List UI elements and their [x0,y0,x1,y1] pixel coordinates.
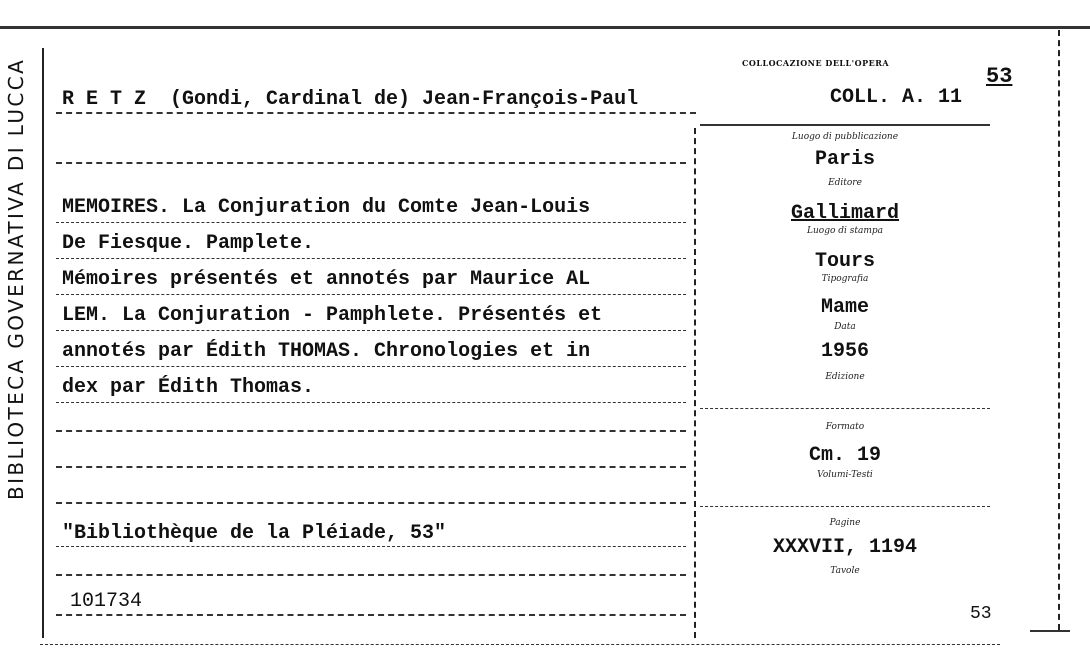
left-rule [42,48,44,638]
field-divider [700,506,990,507]
description-line-6: dex par Édith Thomas. [62,376,315,399]
field-label-edizione: Edizione [825,372,865,382]
field-label-volumi: Volumi-Testi [817,470,873,480]
field-value-data: 1956 [820,340,869,363]
field-label-luogo: Luogo di pubblicazione [791,132,899,142]
ruled-line [56,162,686,164]
ruled-line [56,466,686,468]
author-underline [56,112,696,114]
field-label-data: Data [834,322,856,332]
corner-mark: 53 [970,604,992,624]
top-border [0,26,1090,29]
field-value-editore: Gallimard [790,202,900,225]
field-value-luogo-stampa: Tours [814,250,875,273]
field-label-formato: Formato [825,422,865,432]
ruled-line [56,402,686,403]
field-label-tipografia: Tipografia [821,274,869,284]
description-line-3: Mémoires présentés et annotés par Maurice AL [62,268,591,291]
field-value-tipografia: Mame [820,296,869,319]
description-line-1: MEMOIRES. La Conjuration du Comte Jean-Louis [62,196,591,219]
author-heading: R E T Z (Gondi, Cardinal de) Jean-François-Paul [62,88,639,111]
ruled-line [56,546,686,547]
ruled-line [56,330,686,331]
field-label-tavole: Tavole [830,566,860,576]
series-statement: "Bibliothèque de la Pléiade, 53" [62,522,447,545]
field-label-pagine: Pagine [829,518,861,528]
description-line-5: annotés par Édith THOMAS. Chronologies et in [62,340,591,363]
collocation-value: COLL. A. 11 [830,86,963,109]
column-top-rule [700,124,990,126]
field-value-luogo: Paris [814,148,875,171]
ruled-line [56,502,686,504]
corner-rule [1030,630,1070,632]
ruled-line [56,258,686,259]
field-divider [700,408,990,409]
field-label-luogo-stampa: Luogo di stampa [807,226,883,236]
ruled-line [56,614,686,616]
ruled-line [56,366,686,367]
ruled-line [56,574,686,576]
column-rule [694,128,696,638]
description-line-2: De Fiesque. Pamplete. [62,232,315,255]
field-label-editore: Editore [828,178,862,188]
ruled-line [56,222,686,223]
description-line-4: LEM. La Conjuration - Pamphlete. Présentés et [62,304,603,327]
field-value-pagine: XXXVII, 1194 [772,536,918,559]
bottom-border [40,644,1000,645]
catalog-number: 53 [986,64,1013,89]
field-value-formato: Cm. 19 [808,444,881,467]
library-side-label: BIBLIOTECA GOVERNATIVA DI LUCCA [4,57,28,500]
collocation-header: COLLOCAZIONE DELL'OPERA [742,58,890,68]
right-edge-rule [1058,30,1060,630]
ruled-line [56,430,686,432]
ruled-line [56,294,686,295]
inventory-number: 101734 [70,590,143,613]
